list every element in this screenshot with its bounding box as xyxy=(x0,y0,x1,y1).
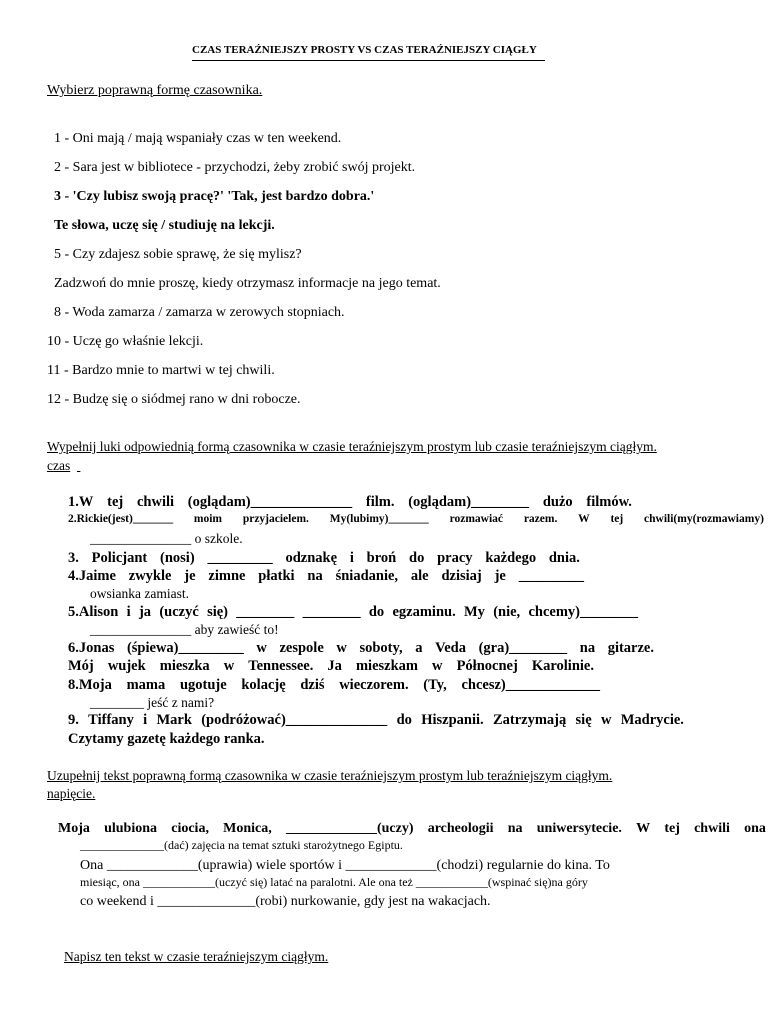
word: chcesz)_____________ xyxy=(461,677,600,693)
word: się xyxy=(575,712,592,728)
word: 8.Moja xyxy=(68,677,112,693)
word: mieszka xyxy=(159,658,210,674)
word: i xyxy=(143,712,148,728)
word: na xyxy=(307,568,323,584)
word: Tiffany xyxy=(88,712,134,728)
title-underline xyxy=(192,60,545,61)
s1-item-3: 3 - 'Czy lubisz swoją pracę?' 'Tak, jest bardzo dobra.' xyxy=(54,189,375,204)
word: na xyxy=(507,821,523,836)
word: dzisiaj xyxy=(441,568,482,584)
s1-item-5: 5 - Czy zdajesz sobie sprawę, że się mylisz? xyxy=(54,247,302,262)
word: a xyxy=(415,640,423,656)
word: ulubiona xyxy=(104,821,158,836)
section4-instruction: Napisz ten tekst w czasie teraźniejszym ciągłym. xyxy=(64,949,329,964)
s3-line-5: co weekend i ______________(robi) nurkowanie, gdy jest na wakacjach. xyxy=(80,894,491,909)
word: (nosi) xyxy=(160,550,195,566)
section3-instruction: Uzupełnij tekst poprawną formą czasownika w czasie teraźniejszym prostym lub teraźniejszym ciągłym. xyxy=(47,768,613,783)
word: 4.Jaime xyxy=(68,568,116,584)
word: tej xyxy=(664,821,680,836)
word: chwili xyxy=(694,821,730,836)
s2-line-14: Czytamy gazetę każdego ranka. xyxy=(68,731,265,747)
word: śniadanie, xyxy=(335,568,399,584)
s2-line-9 xyxy=(68,640,654,657)
word: zespole xyxy=(279,640,324,656)
word: (Ty, xyxy=(423,677,447,693)
s3-line-4: miesiąc, ona ____________(uczyć się) latać na paralotni. Ale ona też ____________(wspinać się)na góry xyxy=(80,875,588,889)
s1-item-6: Zadzwoń do mnie proszę, kiedy otrzymasz informacje na jego temat. xyxy=(54,276,441,291)
word: egzaminu. xyxy=(392,604,456,620)
s3-line-3: Ona _____________(uprawia) wiele sportów i _____________(chodzi) regularnie do kina. To xyxy=(80,858,610,873)
word: płatki xyxy=(258,568,295,584)
word: 5.Alison xyxy=(68,604,119,620)
word: ________ xyxy=(236,604,295,620)
page-title: CZAS TERAŹNIEJSZY PROSTY VS CZAS TERAŹNIEJSZY CIĄGŁY xyxy=(192,44,537,56)
word: Północnej xyxy=(456,658,518,674)
s1-item-9: 11 - Bardzo mnie to martwi w tej chwili. xyxy=(47,363,275,378)
word: zwykle xyxy=(128,568,172,584)
word: chwili xyxy=(136,494,175,510)
word: Tennessee. xyxy=(248,658,314,674)
s1-item-1: 1 - Oni mają / mają wspaniały czas w ten weekend. xyxy=(54,131,342,146)
word: Zatrzymają xyxy=(492,712,567,728)
word: archeologii xyxy=(427,821,494,836)
word: W xyxy=(636,821,651,836)
section2-instruction-cont: czas xyxy=(47,458,71,473)
word: w xyxy=(256,640,267,656)
word: je xyxy=(184,568,196,584)
word: w xyxy=(432,658,443,674)
word: odznakę xyxy=(285,550,338,566)
s1-item-2: 2 - Sara jest w bibliotece - przychodzi, żeby zrobić swój projekt. xyxy=(54,160,416,175)
word: każdego xyxy=(485,550,537,566)
word: 1.W xyxy=(68,494,94,510)
word: dnia. xyxy=(548,550,580,566)
s3-line-1 xyxy=(58,821,766,837)
word: tej xyxy=(107,494,124,510)
word: wujek xyxy=(107,658,146,674)
word: Veda xyxy=(435,640,466,656)
word: My(lubimy)_______ xyxy=(329,513,429,525)
word: (podróżować)______________ xyxy=(201,712,388,728)
word: ugotuje xyxy=(179,677,227,693)
word: do xyxy=(396,712,412,728)
word: kolację xyxy=(241,677,286,693)
s1-item-10: 12 - Budzę się o siódmej rano w dni robocze. xyxy=(47,392,301,407)
s2-line-12: ________ jeść z nami? xyxy=(90,695,215,710)
word: broń xyxy=(366,550,397,566)
word: pracy xyxy=(437,550,473,566)
word: _____________(uczy) xyxy=(285,821,414,836)
word: _________ xyxy=(207,550,273,566)
word: wieczorem. xyxy=(339,677,409,693)
word: 2.Rickie(jest)_______ xyxy=(68,513,174,525)
s2-line-1 xyxy=(68,494,632,511)
s2-line-4 xyxy=(68,550,580,567)
word: filmów. xyxy=(586,494,632,510)
word: ________ xyxy=(302,604,361,620)
s3-line-2: ______________(dać) zajęcia na temat sztuki starożytnego Egiptu. xyxy=(80,838,403,852)
word: moim xyxy=(193,513,222,525)
word: chwili(my(rozmawiamy) xyxy=(644,513,764,525)
word: Ja xyxy=(327,658,342,674)
s2-line-3: _______________ o szkole. xyxy=(90,531,243,546)
s1-item-7: 8 - Woda zamarza / zamarza w zerowych stopniach. xyxy=(54,305,345,320)
word: się) xyxy=(207,604,229,620)
word: film. xyxy=(365,494,395,510)
word: 9. xyxy=(68,712,79,728)
word: gitarze. xyxy=(607,640,654,656)
section2-instruction: Wypełnij luki odpowiednią formą czasownika w czasie teraźniejszym prostym lub czasie teraźniejszym ciągłym. xyxy=(47,439,657,454)
s2-line-5 xyxy=(68,568,584,585)
word: je xyxy=(494,568,506,584)
word: tej xyxy=(610,513,624,525)
word: Moja xyxy=(58,821,90,836)
word: w xyxy=(223,658,235,674)
word: do xyxy=(409,550,425,566)
word: rozmawiać xyxy=(449,513,503,525)
word: do xyxy=(368,604,385,620)
word: (uczyć xyxy=(159,604,199,620)
word: ja xyxy=(138,604,152,620)
word: My xyxy=(463,604,485,620)
word: w xyxy=(336,640,347,656)
word: Hiszpanii. xyxy=(421,712,484,728)
word: Mój xyxy=(68,658,94,674)
word: w xyxy=(600,712,612,728)
s2-line-6: owsianka zamiast. xyxy=(90,586,189,601)
word: (oglądam)______________ xyxy=(187,494,353,510)
s2-line-7 xyxy=(68,604,638,621)
word: zimne xyxy=(208,568,246,584)
s2-line-8: _______________ aby zawieść to! xyxy=(90,622,279,637)
word: i xyxy=(349,550,354,566)
word: Madrycie. xyxy=(620,712,684,728)
s1-item-8: 10 - Uczę go właśnie lekcji. xyxy=(47,334,204,349)
word: ale xyxy=(410,568,429,584)
word: (gra)________ xyxy=(478,640,568,656)
word: na xyxy=(579,640,596,656)
word: 6.Jonas xyxy=(68,640,115,656)
s2-line-2 xyxy=(68,513,764,526)
word: Policjant xyxy=(91,550,148,566)
word: 3. xyxy=(68,550,79,566)
s2-line-11 xyxy=(68,677,600,694)
word: dziś xyxy=(300,677,325,693)
word: przyjacielem. xyxy=(242,513,309,525)
section2-instruction-tail xyxy=(77,458,83,474)
s2-line-13 xyxy=(68,712,684,729)
word: dużo xyxy=(542,494,573,510)
word: (śpiewa)_________ xyxy=(126,640,244,656)
word: Mark xyxy=(156,712,192,728)
word: ona xyxy=(744,821,766,836)
word: (nie, xyxy=(493,604,521,620)
word: soboty, xyxy=(359,640,403,656)
word: _________ xyxy=(518,568,584,584)
word: Karolinie. xyxy=(531,658,594,674)
word: chcemy)________ xyxy=(528,604,638,620)
word: uniwersytecie. xyxy=(536,821,622,836)
word: razem. xyxy=(523,513,558,525)
section3-instruction-cont: napięcie. xyxy=(47,786,96,801)
word: Monica, xyxy=(223,821,272,836)
word: ciocia, xyxy=(171,821,209,836)
s1-item-4: Te słowa, uczę się / studiuję na lekcji. xyxy=(54,218,275,233)
word: i xyxy=(126,604,131,620)
word: mama xyxy=(126,677,166,693)
word: (oglądam)________ xyxy=(408,494,530,510)
section1-instruction: Wybierz poprawną formę czasownika. xyxy=(47,83,263,98)
word: mieszkam xyxy=(355,658,418,674)
s2-line-10 xyxy=(68,658,594,675)
word: W xyxy=(578,513,590,525)
